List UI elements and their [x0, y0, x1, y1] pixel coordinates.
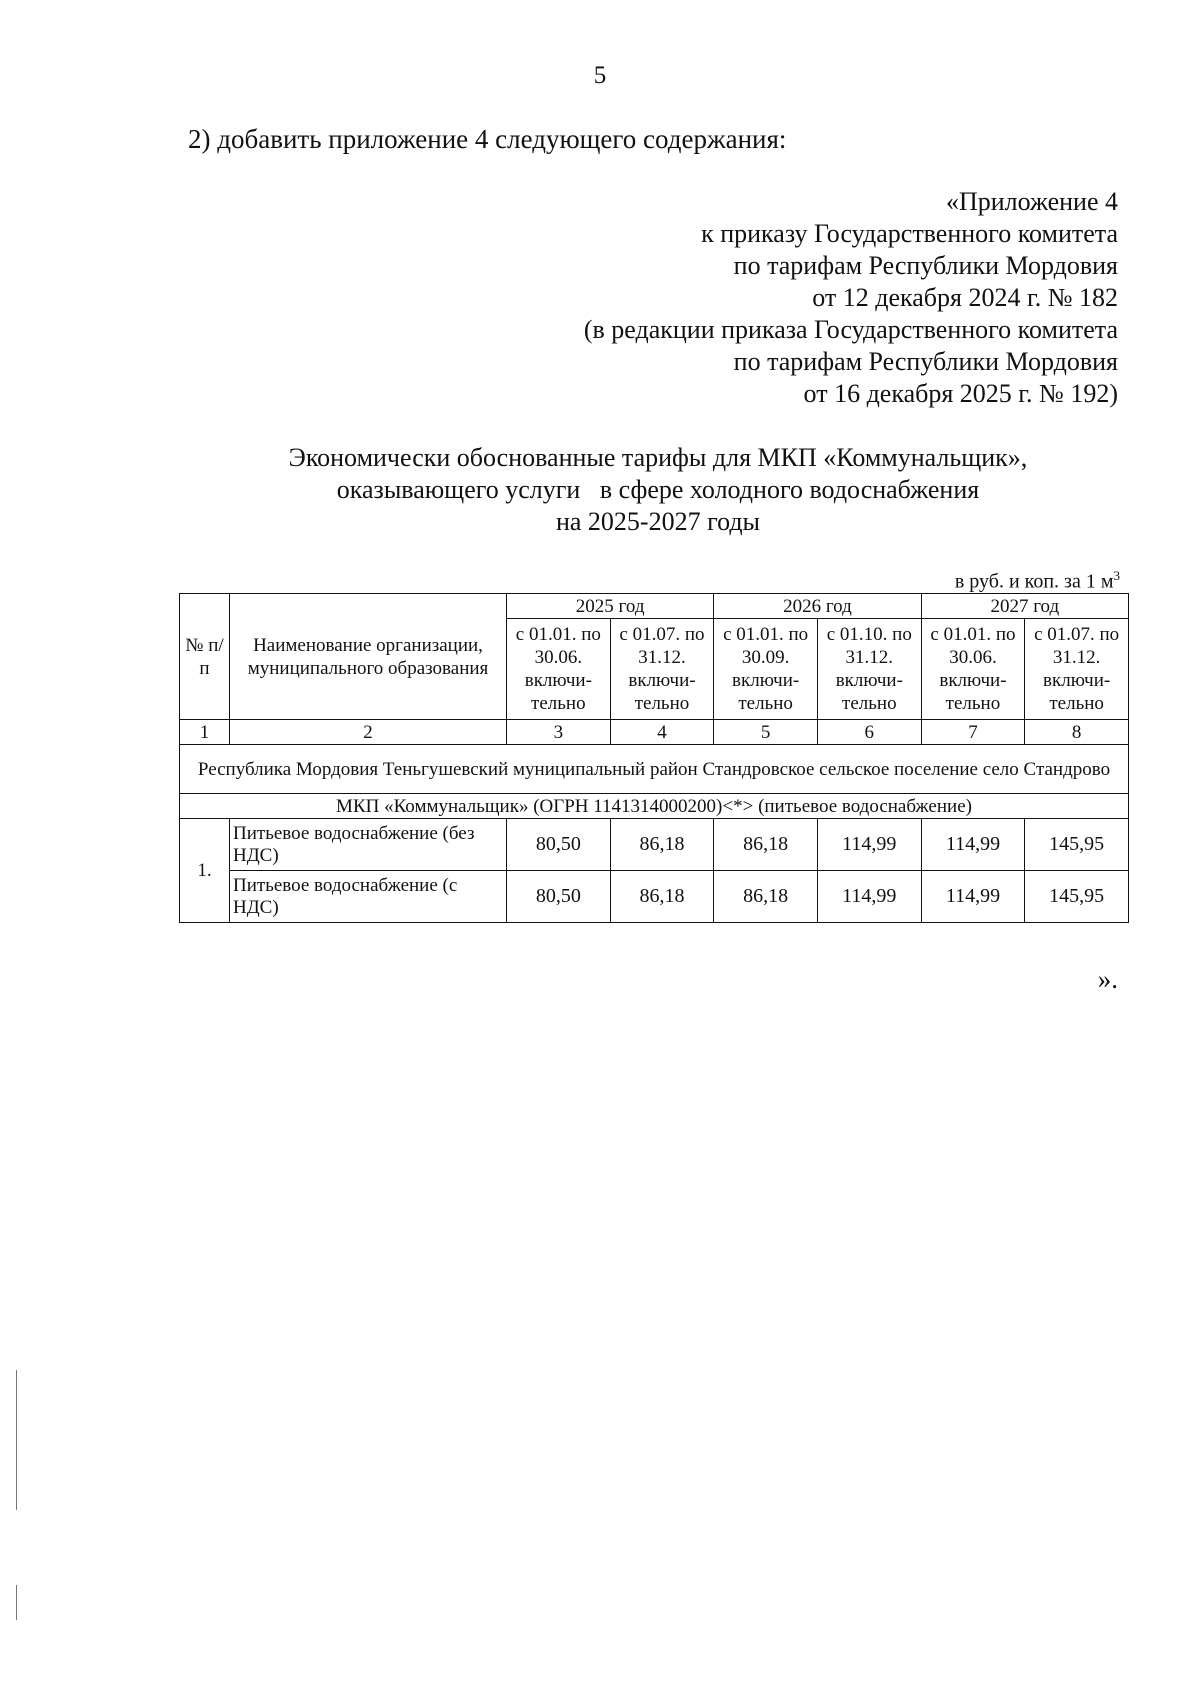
tariff-value: 114,99: [921, 871, 1025, 923]
intro-text: 2) добавить приложение 4 следующего содержания:: [188, 124, 787, 154]
column-index: 7: [921, 720, 1025, 745]
header-period: с 01.07. по 31.12. включи-тельно: [1025, 619, 1129, 720]
title-line: Экономически обоснованные тарифы для МКП «Коммунальщик»,: [288, 443, 1028, 472]
tariff-value: 86,18: [714, 819, 818, 871]
table-row: [180, 871, 1129, 923]
tariff-value: 114,99: [817, 819, 921, 871]
appendix-ref-line: от 16 декабря 2025 г. № 192): [803, 379, 1118, 408]
region-cell: Республика Мордовия Теньгушевский муниципальный район Стандровское сельское поселение село Стандрово: [180, 745, 1129, 794]
title-line: оказывающего услуги в сфере холодного водоснабжения: [336, 475, 980, 504]
page-number: 5: [593, 62, 607, 89]
appendix-ref-line: от 12 декабря 2024 г. № 182: [812, 283, 1118, 312]
service-name: Питьевое водоснабжение (с НДС): [230, 871, 507, 923]
closing-quote: ».: [1097, 964, 1118, 994]
appendix-ref-line: по тарифам Республики Мордовия: [733, 347, 1118, 376]
column-index: 4: [610, 720, 714, 745]
tariff-value: 145,95: [1025, 871, 1129, 923]
header-number: № п/п: [180, 594, 230, 720]
appendix-reference: [584, 186, 1118, 410]
table-region-row: [180, 745, 1129, 794]
tariff-value: 86,18: [610, 819, 714, 871]
header-period: с 01.07. по 31.12. включи-тельно: [610, 619, 714, 720]
header-organization-name: Наименование организации, муниципального образования: [230, 594, 507, 720]
header-year: 2025 год: [507, 594, 714, 619]
header-year: 2026 год: [714, 594, 921, 619]
tariff-value: 80,50: [507, 819, 611, 871]
header-period: с 01.01. по 30.06. включи-тельно: [921, 619, 1025, 720]
tariff-table: [179, 593, 1129, 923]
tariff-value: 114,99: [817, 871, 921, 923]
table-header-row: [180, 594, 1129, 619]
appendix-ref-line: к приказу Государственного комитета: [701, 219, 1118, 248]
header-year: 2027 год: [921, 594, 1128, 619]
column-index: 8: [1025, 720, 1129, 745]
tariff-value: 86,18: [610, 871, 714, 923]
appendix-ref-line: по тарифам Республики Мордовия: [733, 251, 1118, 280]
units-text: в руб. и коп. за 1 м: [954, 570, 1114, 593]
document-title: [0, 442, 1200, 538]
table-organization-row: [180, 794, 1129, 819]
column-index: 2: [230, 720, 507, 745]
units-superscript: 3: [1113, 568, 1120, 583]
header-period: с 01.01. по 30.09. включи-тельно: [714, 619, 818, 720]
tariff-value: 114,99: [921, 819, 1025, 871]
tariff-value: 80,50: [507, 871, 611, 923]
column-index: 3: [507, 720, 611, 745]
table-index-row: [180, 720, 1129, 745]
scan-artifact-line: [16, 1585, 17, 1620]
scan-artifact-line: [16, 1370, 17, 1510]
column-index: 1: [180, 720, 230, 745]
header-period: с 01.10. по 31.12. включи-тельно: [817, 619, 921, 720]
title-line: на 2025-2027 годы: [555, 507, 761, 536]
table-row: [180, 819, 1129, 871]
appendix-ref-line: «Приложение 4: [945, 187, 1118, 216]
units-note: [955, 568, 1120, 594]
service-name: Питьевое водоснабжение (без НДС): [230, 819, 507, 871]
header-period: с 01.01. по 30.06. включи-тельно: [507, 619, 611, 720]
organization-cell: МКП «Коммунальщик» (ОГРН 1141314000200)<*> (питьевое водоснабжение): [180, 794, 1129, 819]
row-number: 1.: [180, 819, 230, 923]
tariff-value: 145,95: [1025, 819, 1129, 871]
appendix-ref-line: (в редакции приказа Государственного комитета: [583, 315, 1118, 344]
column-index: 6: [817, 720, 921, 745]
tariff-value: 86,18: [714, 871, 818, 923]
column-index: 5: [714, 720, 818, 745]
